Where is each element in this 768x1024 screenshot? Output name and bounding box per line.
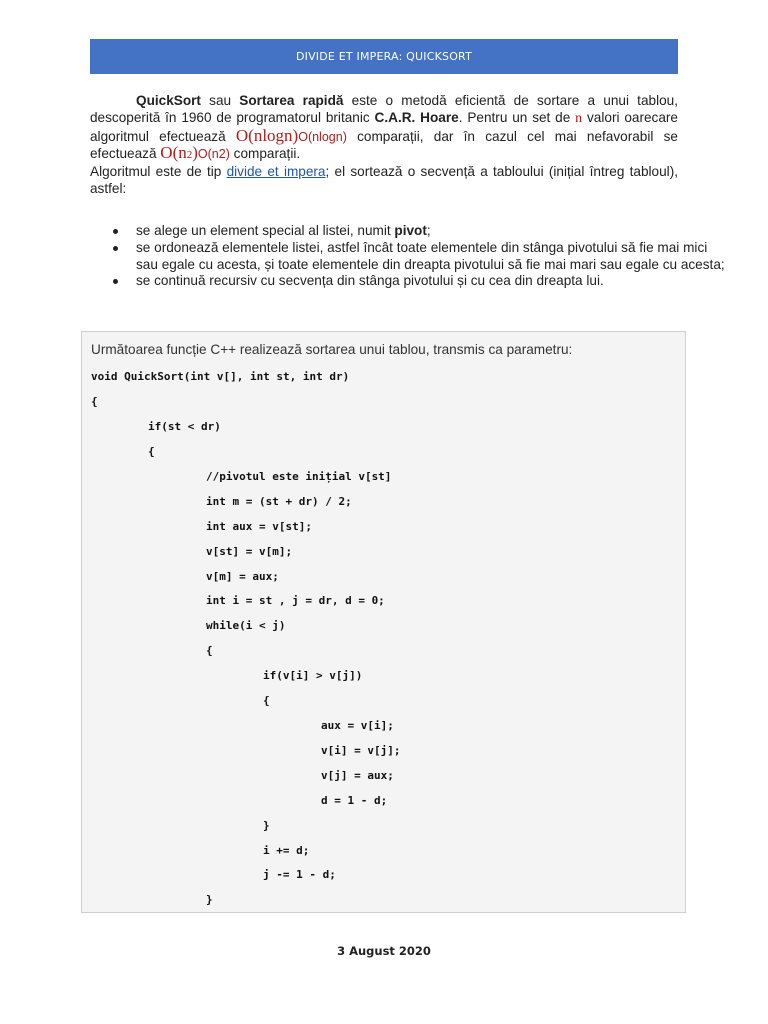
code-line: aux = v[i];	[321, 719, 394, 732]
code-line: {	[263, 694, 270, 707]
math-o-n2-exponent: 2	[186, 149, 193, 162]
code-box	[81, 331, 686, 913]
math-o-n2-close: )	[192, 143, 198, 163]
divide-et-impera-link[interactable]: divide et impera	[226, 164, 326, 180]
intro-text: este o metodă eficientă de sortare a unui tablou, descoperită în 1960 de programatorul britanic	[90, 93, 678, 125]
code-line: i += d;	[263, 844, 310, 857]
code-line: if(v[i] > v[j])	[263, 669, 363, 682]
code-line: {	[206, 644, 213, 657]
bullet-text: ;	[426, 223, 431, 238]
algorithm-steps-list	[90, 223, 726, 290]
list-item	[136, 240, 726, 274]
code-line: {	[148, 445, 155, 458]
code-line: int i = st , j = dr, d = 0;	[206, 594, 385, 607]
bullet-text: se continuă recursiv cu secvența din stânga pivotului și cu cea din dreapta lui.	[136, 273, 604, 289]
math-o-n2-text: O(n2)	[197, 147, 230, 162]
code-line: v[i] = v[j];	[321, 744, 401, 757]
document-title: DIVIDE ET IMPERA: QUICKSORT	[295, 50, 473, 63]
code-line: }	[206, 893, 213, 906]
term-sortarea-rapida: Sortarea rapidă	[239, 93, 344, 108]
math-o-nlogn-text: O(nlogn)	[298, 129, 347, 144]
code-line: j -= 1 - d;	[263, 868, 336, 881]
code-line: {	[91, 395, 98, 408]
code-line: v[st] = v[m];	[206, 545, 293, 558]
code-line: if(st < dr)	[148, 420, 221, 433]
intro-text: comparații.	[229, 146, 301, 162]
code-line: d = 1 - d;	[321, 794, 388, 807]
bullet-text: se alege un element special al listei, numit	[136, 223, 395, 238]
list-item	[136, 223, 726, 240]
code-line: }	[263, 819, 270, 832]
intro-text: Algoritmul este de tip	[90, 164, 227, 180]
bullet-text: se ordonează elementele listei, astfel încât toate elementele din stânga pivotului să fie mai mici sau egale cu acesta, și toate elementele din dreapta pivotului să fie mai mari sau egale cu acesta;	[136, 239, 725, 272]
intro-text: valori oarecare algoritmul efectuează	[90, 109, 678, 144]
code-line: void QuickSort(int v[], int st, int dr)	[91, 370, 350, 383]
footer-date: 3 August 2020	[337, 944, 431, 958]
math-o-nlogn: O(nlogn)	[235, 125, 299, 145]
term-quicksort: QuickSort	[136, 93, 201, 108]
intro-text: . Pentru un set de	[458, 109, 576, 125]
math-o-n2-base: O(n	[160, 143, 187, 163]
intro-text: comparații, dar în cazul cel mai nefavorabil se efectuează	[90, 128, 678, 162]
intro-paragraph-1	[90, 93, 678, 164]
document-header-banner	[90, 39, 678, 74]
intro-text: sau	[200, 93, 240, 108]
intro-text: ; el sortează o secvență a tabloului (inițial întreg tabloul), astfel:	[90, 164, 678, 196]
math-o-n2	[160, 143, 198, 162]
term-pivot: pivot	[394, 223, 427, 238]
code-intro-text: Următoarea funcție C++ realizează sortarea unui tablou, transmis ca parametru:	[91, 342, 573, 357]
intro-paragraph-2	[90, 164, 678, 198]
code-line: v[m] = aux;	[206, 570, 279, 583]
code-line: int aux = v[st];	[206, 520, 312, 533]
math-n: n	[575, 110, 583, 126]
list-item	[136, 273, 726, 290]
code-line: int m = (st + dr) / 2;	[206, 495, 352, 508]
intro-section	[90, 93, 678, 198]
author-name: C.A.R. Hoare	[374, 109, 459, 125]
code-line: v[j] = aux;	[321, 769, 394, 782]
code-line: while(i < j)	[206, 619, 286, 632]
code-line: //pivotul este inițial v[st]	[206, 470, 392, 483]
